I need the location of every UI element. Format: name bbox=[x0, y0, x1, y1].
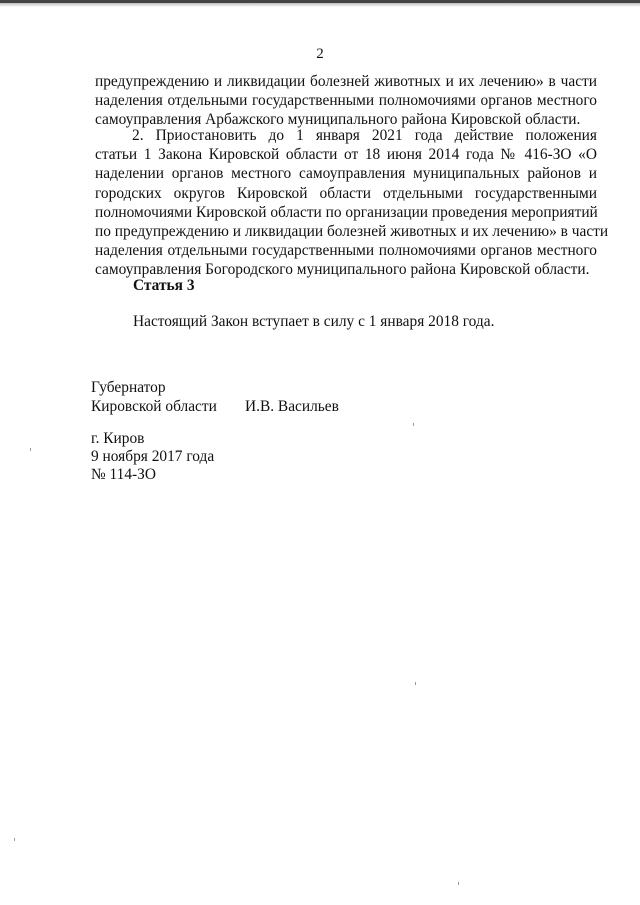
scan-speck bbox=[413, 423, 414, 426]
signature-title-line2: Кировской области bbox=[91, 398, 217, 415]
text-line: по предупреждению и ликвидации болезней животных и их лечению» в части bbox=[95, 223, 609, 241]
text-line: наделения отдельными государственными полномочиями органов местного bbox=[95, 242, 597, 260]
scan-speck bbox=[458, 882, 459, 885]
continuation-paragraph bbox=[95, 72, 597, 130]
text-line: статьи 1 Закона Кировской области от 18 июня 2014 года № 416-ЗО «О bbox=[95, 146, 597, 164]
signature-title-line1: Губернатор bbox=[91, 379, 166, 396]
text-line: наделении органов местного самоуправления муниципальных районов и bbox=[95, 165, 597, 183]
article-3-text: Настоящий Закон вступает в силу с 1 января 2018 года. bbox=[133, 313, 495, 330]
law-number: № 114-ЗО bbox=[91, 466, 156, 483]
scan-speck bbox=[30, 448, 31, 451]
text-line: городских округов Кировской области отдельными государственными bbox=[95, 184, 597, 202]
scan-speck bbox=[415, 682, 416, 685]
signing-date: 9 ноября 2017 года bbox=[91, 448, 215, 465]
page-top-border bbox=[0, 0, 640, 7]
place-city: г. Киров bbox=[91, 430, 145, 447]
scan-speck bbox=[14, 838, 15, 841]
text-line: 2. Приостановить до 1 января 2021 года действие положения bbox=[132, 127, 597, 144]
article-3-title: Статья 3 bbox=[133, 277, 195, 294]
text-line: наделения отдельными государственными полномочиями органов местного bbox=[95, 92, 597, 110]
text-line: предупреждению и ликвидации болезней животных и их лечению» в части bbox=[95, 73, 597, 90]
page-number: 2 bbox=[316, 46, 324, 62]
text-line: полномочиями Кировской области по организации проведения мероприятий bbox=[95, 203, 598, 221]
text-line: самоуправления Богородского муниципального района Кировской области. bbox=[95, 261, 590, 279]
signature-block bbox=[91, 378, 339, 416]
place-date-block bbox=[91, 430, 214, 484]
text-line: самоуправления Арбажского муниципального района Кировской области. bbox=[95, 111, 581, 129]
paragraph-2 bbox=[95, 126, 609, 280]
signature-name: И.В. Васильев bbox=[245, 398, 339, 415]
